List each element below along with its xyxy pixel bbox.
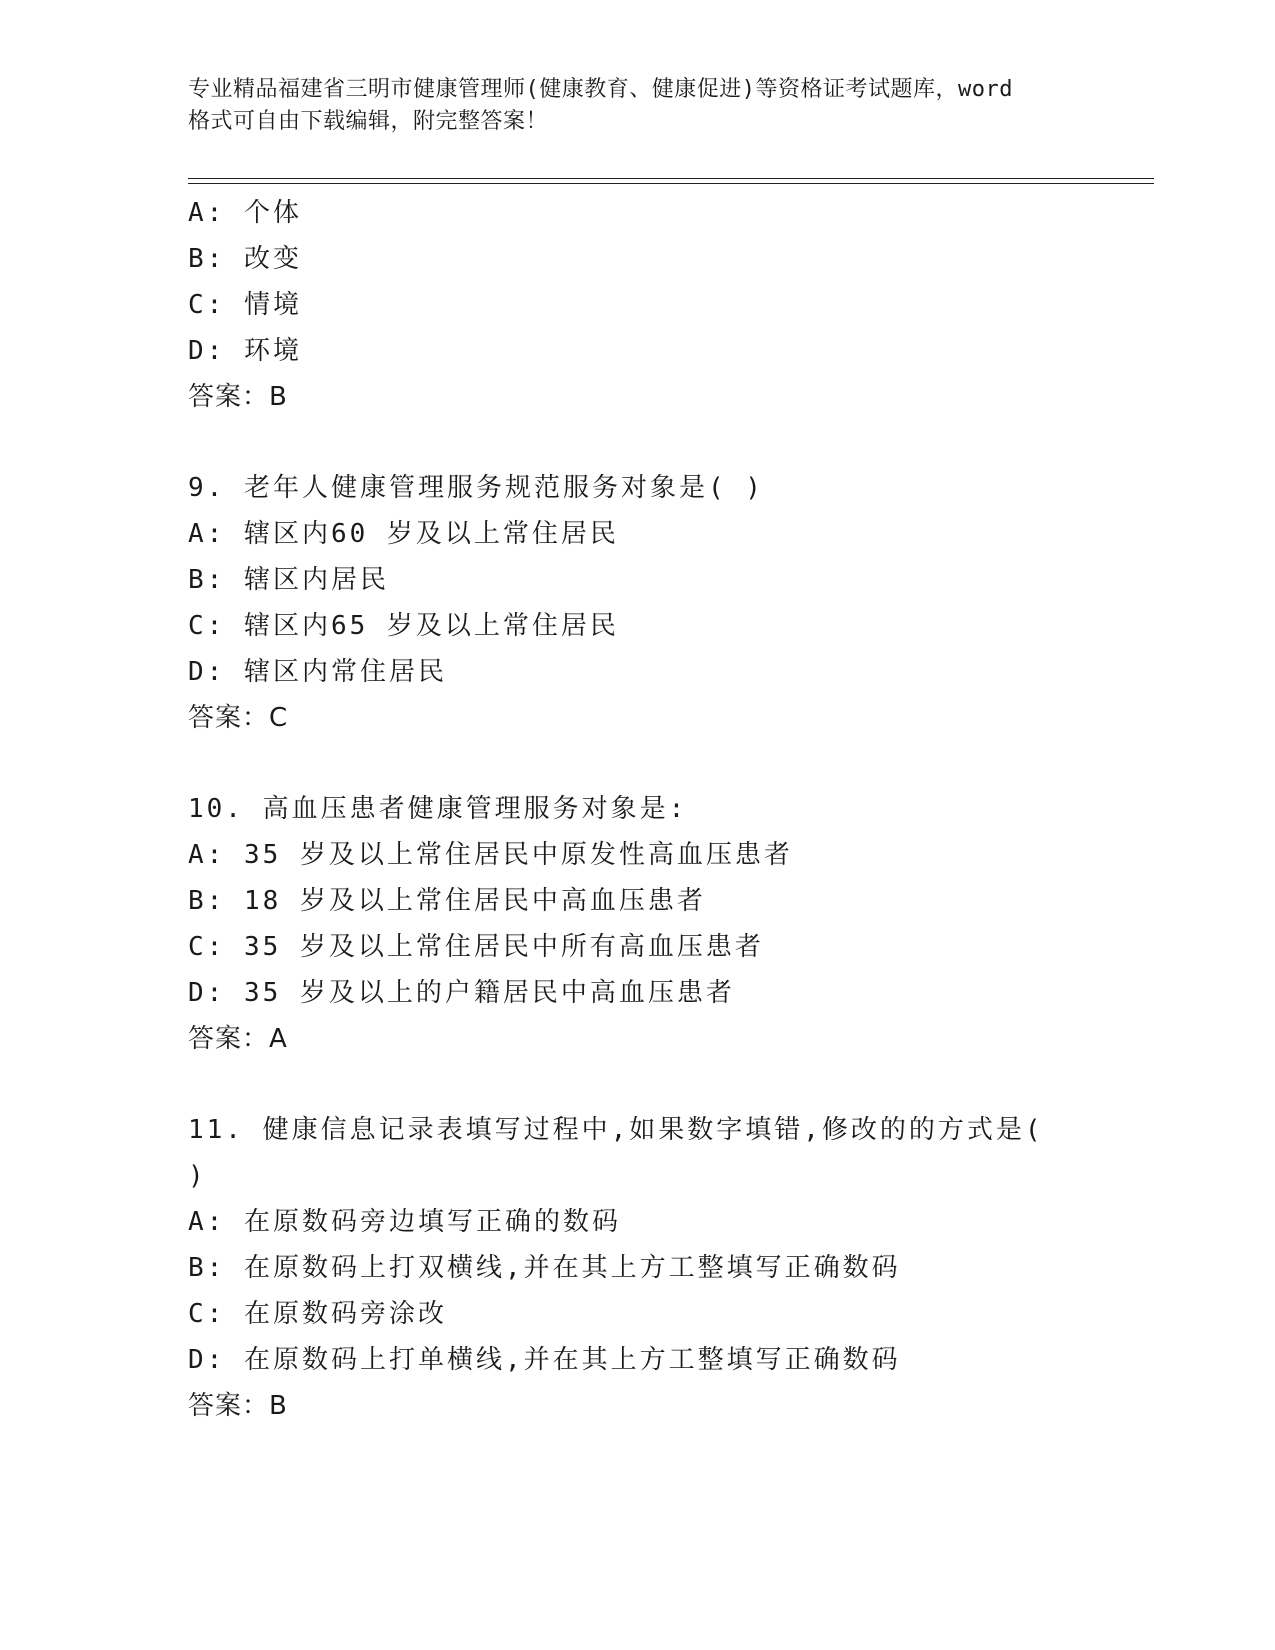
answer: 答案：C	[188, 703, 289, 733]
question-stem: 10. 高血压患者健康管理服务对象是:	[188, 794, 688, 824]
header-rule-bottom	[188, 183, 1154, 184]
option-d: D: 在原数码上打单横线,并在其上方工整填写正确数码	[188, 1345, 901, 1375]
option-c: C: 35 岁及以上常住居民中所有高血压患者	[188, 932, 764, 962]
question-stem-line-2: )	[188, 1161, 207, 1191]
question-11	[188, 1107, 1154, 1429]
document-header	[188, 74, 1088, 138]
option-a: A: 35 岁及以上常住居民中原发性高血压患者	[188, 840, 793, 870]
answer: 答案：B	[188, 382, 288, 412]
header-line-1: 专业精品福建省三明市健康管理师(健康教育、健康促进)等资格证考试题库，word	[188, 77, 1013, 102]
answer: 答案：A	[188, 1024, 288, 1054]
question-list	[188, 190, 1154, 1429]
option-c: C: 在原数码旁涂改	[188, 1299, 447, 1329]
question-stem-line-1: 11. 健康信息记录表填写过程中,如果数字填错,修改的的方式是(	[188, 1115, 1044, 1145]
option-d: D: 辖区内常住居民	[188, 657, 447, 687]
question-9	[188, 465, 1154, 741]
option-a: A: 在原数码旁边填写正确的数码	[188, 1207, 621, 1237]
option-d: D: 35 岁及以上的户籍居民中高血压患者	[188, 978, 735, 1008]
option-c: C: 情境	[188, 290, 302, 320]
header-line-2: 格式可自由下载编辑，附完整答案！	[188, 109, 549, 134]
option-a: A: 个体	[188, 198, 302, 228]
option-c: C: 辖区内65 岁及以上常住居民	[188, 611, 619, 641]
option-b: B: 18 岁及以上常住居民中高血压患者	[188, 886, 706, 916]
option-b: B: 辖区内居民	[188, 565, 389, 595]
option-b: B: 改变	[188, 244, 302, 274]
option-d: D: 环境	[188, 336, 302, 366]
question-stem: 9. 老年人健康管理服务规范服务对象是( )	[188, 473, 764, 503]
option-b: B: 在原数码上打双横线,并在其上方工整填写正确数码	[188, 1253, 901, 1283]
question-10	[188, 786, 1154, 1062]
answer: 答案：B	[188, 1391, 288, 1421]
question-8	[188, 190, 1154, 420]
option-a: A: 辖区内60 岁及以上常住居民	[188, 519, 619, 549]
header-rule-top	[188, 178, 1154, 179]
